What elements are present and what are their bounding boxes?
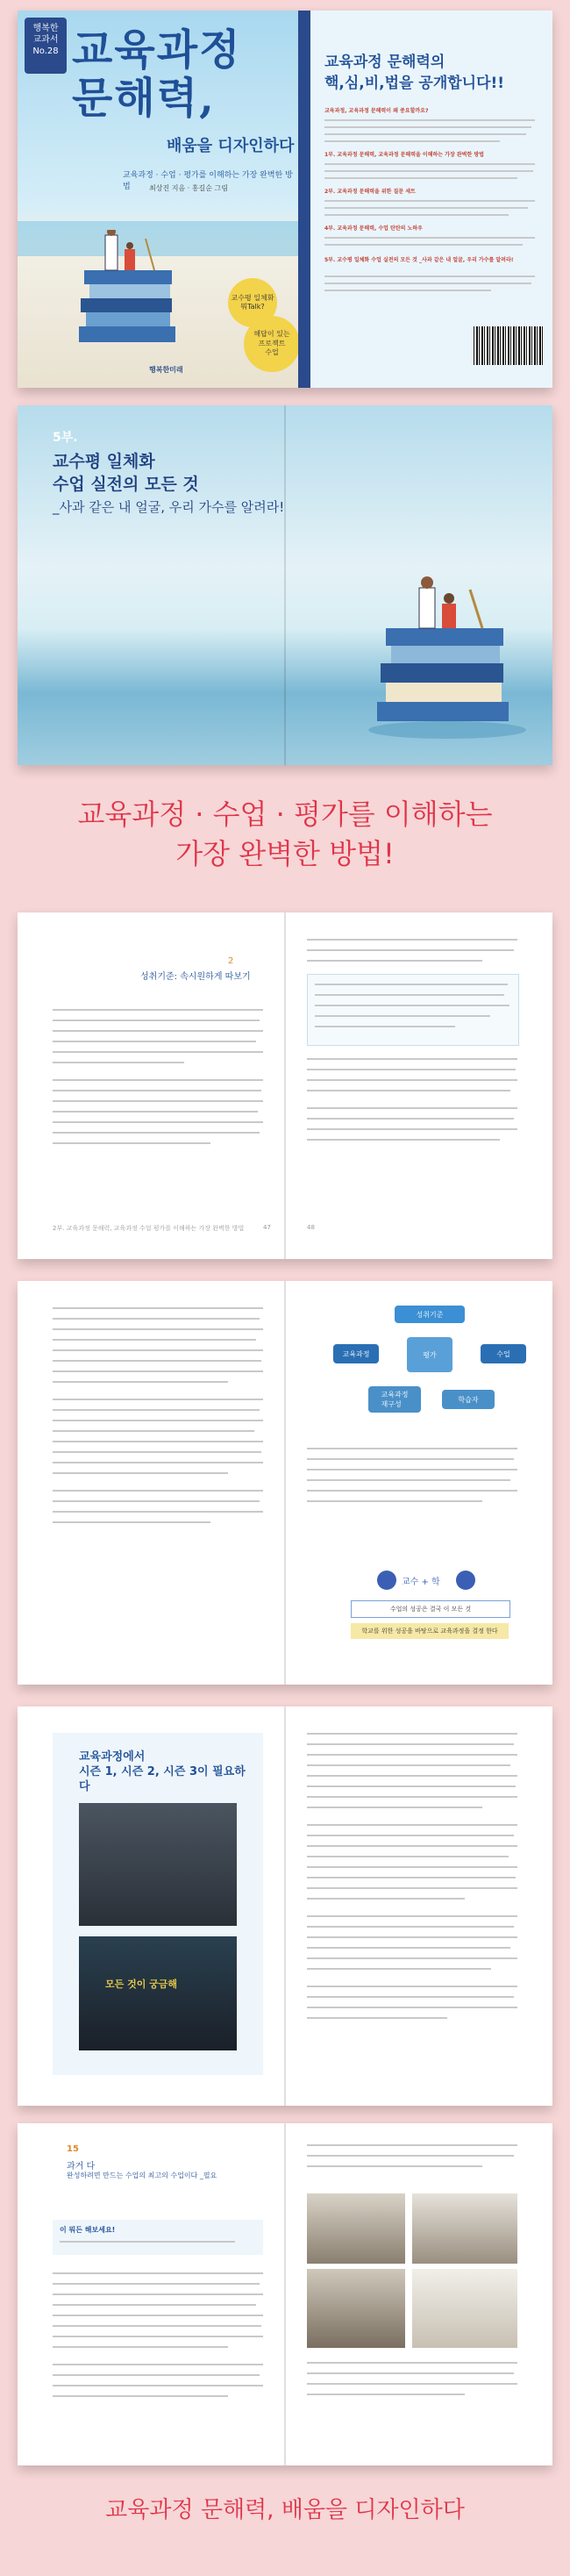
text-spread-4 [18, 2123, 552, 2465]
poster-caption: 모든 것이 궁금해 [105, 1979, 178, 1990]
back-heading-2: 1부. 교육과정 문해력, 교육과정 문해력을 이해하는 가장 완벽한 방법 [324, 152, 484, 158]
cover-title-line1: 교육과정 [72, 25, 242, 75]
formula-caption-1: 수업의 성공은 결국 이 모든 것 [351, 1600, 510, 1618]
sticker-badge-2: 해답이 있는 프로젝트 수업 [244, 316, 298, 372]
classroom-photo-3 [307, 2269, 405, 2348]
back-heading-1: 교육과정, 교육과정 문해력이 왜 중요할까요? [324, 108, 429, 114]
chapter-illustration [351, 563, 526, 739]
footer-left: 2부. 교육과정 문해력, 교육과정 수업 평가를 이해하는 가장 완벽한 방법 [53, 1225, 245, 1232]
banner-footer: 교육과정 문해력, 배움을 디자인하다 [105, 2497, 465, 2523]
classroom-photo-1 [307, 2193, 405, 2264]
formula-caption-2: 학교를 위한 성공을 바탕으로 교육과정을 결정 한다 [351, 1623, 509, 1639]
right-page-text [307, 2144, 517, 2179]
diagram-title-box: 성취기준 [395, 1306, 465, 1323]
chapter-spread [18, 405, 552, 765]
back-heading-5: 5부. 교수평 일체화 수업 실전의 모든 것 _사과 같은 내 얼굴, 우리 가수를 알려라! [324, 257, 514, 263]
chapter-part: 5부. [53, 431, 78, 445]
poster-photo-top [79, 1803, 237, 1926]
text-spread-3 [18, 1707, 552, 2106]
sticker-badge-1: 교수평 일체화 뭐Talk? [228, 278, 277, 327]
cover-subtitle: 배움을 디자인하다 [167, 137, 295, 155]
right-page-text [307, 1448, 517, 1544]
section-heading-1: 과거 다 [67, 2162, 96, 2172]
diagram-panel [333, 1306, 526, 1428]
diagram-box-learner: 학습자 [442, 1390, 495, 1409]
poster-photo-bottom [79, 1936, 237, 2050]
front-cover [18, 11, 298, 388]
cover-title [72, 26, 291, 123]
tip-box [53, 2220, 263, 2255]
back-heading-4: 4부. 교육과정 문해력, 수업 탄탄의 노하우 [324, 225, 423, 232]
book-cover [18, 11, 552, 388]
classroom-photo-4 [412, 2269, 517, 2348]
page-fold [284, 912, 286, 1259]
page-fold [284, 2123, 286, 2465]
page-fold [284, 1281, 286, 1685]
poster-frame [53, 1733, 263, 2075]
formula-diagram [342, 1571, 517, 1649]
back-cover-title: 교육과정 문해력의 핵,심,비,법을 공개합니다!! [324, 54, 505, 92]
cover-author: 최상진 지음 · 홍길순 그림 [149, 184, 228, 192]
section-heading-number: 2 [228, 956, 234, 966]
section-heading: 성취기준: 속시원하게 따보기 [140, 972, 251, 982]
left-page-text [53, 1307, 263, 1641]
formula-circle-right [456, 1571, 475, 1590]
diagram-box-lesson: 수업 [481, 1344, 526, 1363]
quote-box [307, 974, 519, 1046]
page-number-right: 48 [307, 1224, 315, 1231]
text-spread-2 [18, 1281, 552, 1685]
classroom-photo-2 [412, 2193, 517, 2264]
cover-title-line2: 문해력, [72, 74, 216, 124]
diagram-box-curriculum: 교육과정 [333, 1344, 379, 1363]
back-heading-3: 2부. 교육과정 문해력을 위한 질문 세트 [324, 189, 416, 195]
formula-circle-left [377, 1571, 396, 1590]
tip-box-title: 이 뭐든 해보세요! [60, 2226, 116, 2234]
chapter-title: 교수평 일체화 수업 실전의 모든 것 [53, 452, 199, 494]
page-fold [284, 1707, 286, 2106]
frame-title: 교육과정에서 시즌 1, 시즌 2, 시즌 3이 필요하다 [79, 1750, 246, 1793]
barcode [474, 326, 544, 365]
book-spine [298, 11, 310, 388]
right-page-text-2 [307, 2362, 517, 2415]
diagram-box-restructure: 교육과정 재구성 [368, 1386, 421, 1413]
banner-headline: 교육과정 · 수업 · 평가를 이해하는 가장 완벽한 방법! [77, 798, 493, 870]
books-illustration [70, 230, 184, 353]
right-page-text [307, 939, 517, 1220]
left-page-text [53, 1009, 263, 1184]
right-page-text [307, 1733, 517, 2066]
page-number-left: 47 [263, 1224, 271, 1231]
publisher-logo: 행복한미래 [149, 366, 183, 374]
section-heading-2: 완성하려면 만드는 수업의 최고의 수업이다 _필요 [67, 2172, 217, 2179]
text-spread-1 [18, 912, 552, 1259]
cover-tagline: 교육과정 · 수업 · 평가를 이해하는 가장 완벽한 방법 [123, 171, 293, 191]
section-number: 15 [67, 2144, 79, 2154]
diagram-box-evaluation: 평가 [407, 1337, 452, 1372]
chapter-subtitle: _사과 같은 내 얼굴, 우리 가수를 알려라! [53, 499, 285, 515]
left-page-text [53, 2272, 263, 2430]
series-badge: 행복한 교과서 No.28 [25, 18, 67, 74]
formula-label: 교수 + 학 [402, 1578, 440, 1587]
